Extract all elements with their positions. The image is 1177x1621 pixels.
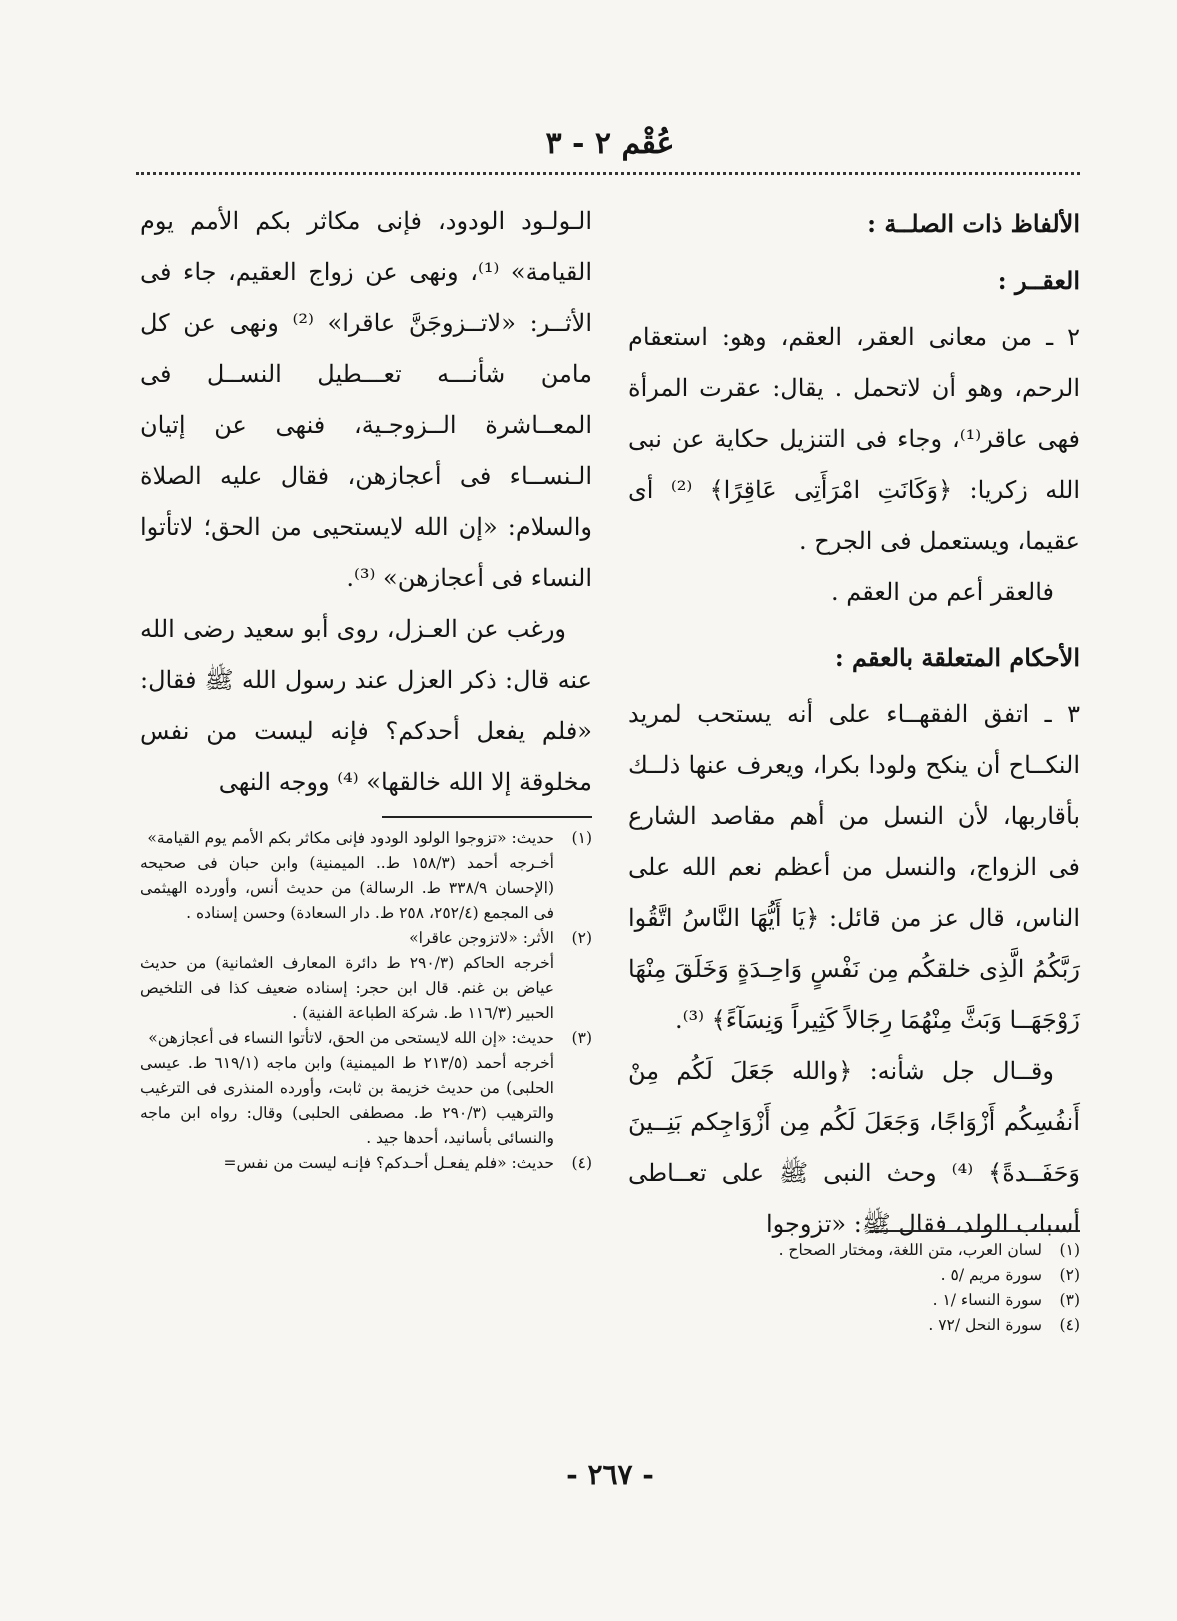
heading-aqr: العقــر : xyxy=(997,266,1080,295)
page-header-title: عُقْم ٢ - ٣ xyxy=(545,126,675,161)
footnote-divider-right xyxy=(870,1230,1080,1232)
footnote-text: الأثر: «لاتزوجن عاقرا» xyxy=(409,929,554,947)
footnote-number: (٣) xyxy=(1059,1291,1080,1309)
footnote-continuation: أخرجه الحاكم (٢٩٠/٣ ط دائرة المعارف العثمانية) من حديث عياض بن غنم. قال ابن حجر: إسناده ضعيف كذا فى التلخيص الحبير (١١٦/٣ ط. شركة الطباعة الفنية) . xyxy=(140,954,554,1022)
footnote-text: سورة مريم /٥ . xyxy=(940,1266,1042,1284)
footnote-continuation: أخرجه أحمد (٢١٣/٥ ط الميمنية) وابن ماجه (٦١٩/١ ط. عيسى الحلبى) من حديث خزيمة بن ثابت، وأورده المنذرى فى الترغيب والترهيب (٢٩٠/٣ ط. مصطفى الحلبى) وقال: رواه ابن ماجه والنسائى بأسانيد، أحدها جيد . xyxy=(140,1054,554,1147)
footnote-continuation: أخـرجه أحمد (١٥٨/٣ ط.. الميمنية) وابن حبان فى صحيحه (الإحسان ٣٣٨/٩ ط. الرسالة) من حديث أنس، وأورده الهيثمى فى المجمع (٢٥٢/٤، ٢٥٨ ط. دار السعادة) وحسن إسناده . xyxy=(140,854,554,922)
footnote-text: حديث: «فلم يفعـل أحـدكم؟ فإنـه ليست من نفس= xyxy=(223,1154,554,1172)
paragraph-left-1: الـولـود الودود، فإنى مكاثر بكم الأمم يوم القيامة» ⁽¹⁾، ونهى عن زواج العقيم، جاء فى الأثــر: «لاتــزوجَنَّ عاقرا» ⁽²⁾ ونهى عن كل مامن شأنـــه تعـــطيل النســل فى المعــاشرة الــزوجـية، فنهى عن إتيان الـنســاء فى أعجازهن، فقال عليه الصلاة والسلام: «إن الله لايستحيى من الحق؛ لاتأتوا النساء فى أعجازهن» ⁽³⁾. xyxy=(140,207,593,592)
footnote-number: (٢) xyxy=(571,929,592,947)
left-text-column xyxy=(140,196,592,808)
footnote-number: (٤) xyxy=(1059,1316,1080,1334)
footnote-number: (٢) xyxy=(1059,1266,1080,1284)
paragraph-3: ٣ ـ اتفق الفقهــاء على أنه يستحب لمريد النكــاح أن ينكح ولودا بكرا، ويعرف عنها ذلــك بأقاربها، لأن النسل من أهم مقاصد الشارع فى الزواج، والنسل من أعظم نعم الله على الناس، قال عز من قائل: ﴿يَا أَيُّهَا النَّاسُ اتَّقُوا رَبَّكُمُ الَّذِى خلقكُم مِن نَفْسٍ وَاحِـدَةٍ وَخَلَقَ مِنْهَا زَوْجَهَــا وَبَثَّ مِنْهُمَا رِجَالاً كَثِيراً وَنِسَآءً﴾ ⁽³⁾. xyxy=(628,700,1080,1034)
paragraph-2b: فالعقر أعم من العقم . xyxy=(831,578,1054,606)
footnote-item xyxy=(140,826,592,851)
footnote-item xyxy=(140,926,592,951)
paragraph-3b: وقــال جل شأنه: ﴿والله جَعَلَ لَكُم مِنْ أَنفُسِكُم أَزْوَاجًا، وَجَعَلَ لَكُم مِن أَزْوَاجِكم بَنِــينَ وَحَفَــدةً﴾ ⁽⁴⁾ وحث النبى ﷺ على تعــاطى أسباب الولد، فقال ﷺ: «تزوجوا xyxy=(628,1057,1081,1238)
paragraph-left-2: ورغب عن العـزل، روى أبو سعيد رضى الله عنه قال: ذكر العزل عند رسول الله ﷺ فقال: «فلم يفعل أحدكم؟ فإنه ليست من نفس مخلوقة إلا الله خالقها» ⁽⁴⁾ ووجه النهى xyxy=(140,615,592,796)
footnote-divider-left xyxy=(382,816,592,818)
footnote-text: سورة النحل /٧٢ . xyxy=(928,1316,1042,1334)
footnote-number: (٣) xyxy=(571,1029,592,1047)
footnotes-right xyxy=(640,1238,1080,1338)
footnote-item xyxy=(640,1263,1080,1288)
footnote-item xyxy=(640,1238,1080,1263)
right-text-column xyxy=(628,196,1080,1250)
heading-rulings: الأحكام المتعلقة بالعقم : xyxy=(834,643,1080,672)
footnote-number: (١) xyxy=(571,829,592,847)
paragraph-2: ٢ ـ من معانى العقر، العقم، وهو: استعقام الرحم، وهو أن لاتحمل . يقال: عقرت المرأة فهى عاقر⁽¹⁾، وجاء فى التنزيل حكاية عن نبى الله زكريا: ﴿وَكَانَتِ امْرَأَتِى عَاقِرًا﴾ ⁽²⁾ أى عقيما، ويستعمل فى الجرح . xyxy=(628,323,1081,555)
footnote-item xyxy=(640,1288,1080,1313)
heading-related-terms: الألفاظ ذات الصلــة : xyxy=(867,209,1080,238)
footnote-number: (١) xyxy=(1059,1241,1080,1259)
header-dotted-rule xyxy=(136,172,1080,175)
footnote-text: سورة النساء /١ . xyxy=(932,1291,1042,1309)
footnote-number: (٤) xyxy=(571,1154,592,1172)
footnote-item xyxy=(640,1313,1080,1338)
page-number: - ٢٦٧ - xyxy=(566,1458,654,1491)
footnote-text: حديث: «إن الله لايستحى من الحق، لاتأتوا النساء فى أعجازهن» xyxy=(148,1029,554,1047)
footnotes-left xyxy=(140,826,592,1176)
footnote-item xyxy=(140,1026,592,1051)
footnote-text: حديث: «تزوجوا الولود الودود فإنى مكاثر بكم الأمم يوم القيامة» xyxy=(147,829,554,847)
footnote-item xyxy=(140,1151,592,1176)
footnote-text: لسان العرب، متن اللغة، ومختار الصحاح . xyxy=(778,1241,1042,1259)
